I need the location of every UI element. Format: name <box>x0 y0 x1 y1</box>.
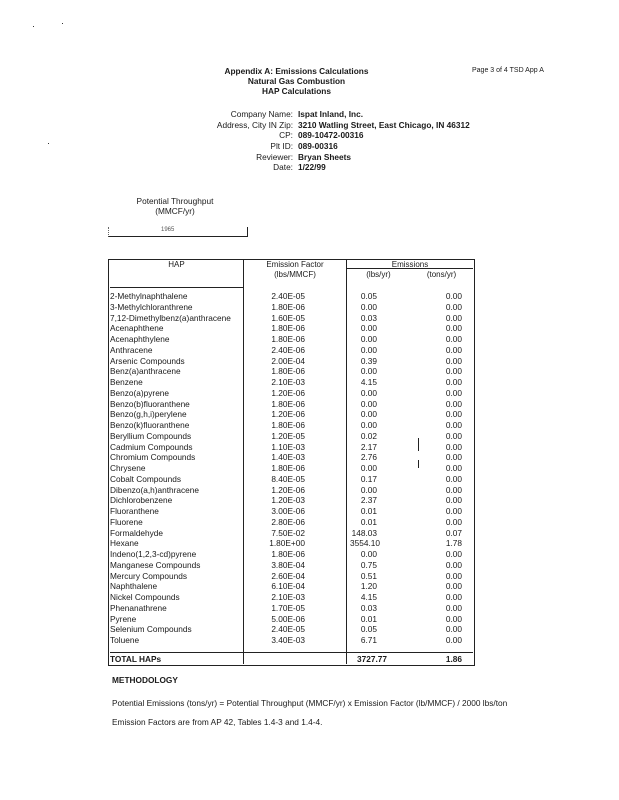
hap-name: Benzo(b)fluoranthene <box>110 398 190 409</box>
emissions-tons: 0.07 <box>445 527 462 538</box>
table-divider <box>346 259 347 664</box>
hap-name: Benz(a)anthracene <box>110 366 181 377</box>
emissions-lbs: 0.00 <box>360 484 377 495</box>
emissions-tons: 0.00 <box>445 344 462 355</box>
emissions-lbs: 0.39 <box>360 355 377 366</box>
emission-factor: 1.80E+00 <box>269 538 305 549</box>
emissions-tons: 0.00 <box>445 613 462 624</box>
total-label: TOTAL HAPs <box>110 654 162 664</box>
scan-speck <box>33 26 34 27</box>
emission-factor: 1.20E-03 <box>271 495 305 506</box>
company-name-label: Company Name: <box>230 109 293 119</box>
address-label: Address, City IN Zip: <box>216 120 293 130</box>
emissions-lbs: 0.01 <box>360 506 377 516</box>
emission-factor: 3.00E-06 <box>271 506 305 516</box>
hap-name: Nickel Compounds <box>110 592 180 602</box>
emissions-tons: 0.00 <box>445 291 462 301</box>
emission-factor: 1.80E-06 <box>271 323 305 334</box>
emission-factor: 1.80E-06 <box>271 301 305 312</box>
table-mark <box>418 438 419 451</box>
emission-factor: 1.80E-06 <box>271 334 305 344</box>
col-header-lbs: (lbs/yr) <box>366 270 391 279</box>
emission-factor: 1.60E-05 <box>271 312 305 323</box>
emissions-tons: 0.00 <box>445 602 462 613</box>
emission-factor: 2.40E-05 <box>271 291 305 301</box>
emissions-lbs: 0.00 <box>360 366 377 377</box>
col-header-ef-unit: (lbs/MMCF) <box>274 270 316 279</box>
emissions-lbs: 4.15 <box>360 377 377 387</box>
emission-factor: 2.10E-03 <box>271 377 305 387</box>
doc-title: Appendix A: Emissions Calculations <box>224 66 369 76</box>
emissions-tons: 0.00 <box>445 387 462 398</box>
emissions-tons: 0.00 <box>445 624 462 635</box>
emission-factor: 1.80E-06 <box>271 463 305 473</box>
emissions-lbs: 0.05 <box>360 624 377 635</box>
emissions-tons: 0.00 <box>445 473 462 484</box>
emission-factor: 1.20E-05 <box>271 430 305 441</box>
throughput-value: 1965 <box>161 227 175 233</box>
hap-name: Hexane <box>110 538 139 549</box>
emissions-lbs: 0.00 <box>360 334 377 344</box>
hap-name: Benzene <box>110 377 143 387</box>
hap-name: Chrysene <box>110 463 146 473</box>
emission-factor: 3.40E-03 <box>271 635 305 645</box>
emission-factor: 1.80E-06 <box>271 549 305 559</box>
col-header-hap: HAP <box>168 260 185 269</box>
cp-value: 089-10472-00316 <box>298 130 364 140</box>
emissions-tons: 0.00 <box>445 463 462 473</box>
emissions-tons: 0.00 <box>445 495 462 506</box>
emissions-lbs: 148.03 <box>351 527 377 538</box>
hap-name: Dibenzo(a,h)anthracene <box>110 484 200 495</box>
hap-name: Arsenic Compounds <box>110 355 185 366</box>
emissions-tons: 0.00 <box>445 549 462 559</box>
emission-factor: 2.40E-05 <box>271 624 305 635</box>
hap-name: Chromium Compounds <box>110 452 196 463</box>
emission-factor: 1.10E-03 <box>271 441 305 452</box>
emissions-tons: 0.00 <box>445 506 462 516</box>
hap-name: Benzo(g,h,i)perylene <box>110 409 187 420</box>
table-mark <box>418 460 419 468</box>
hap-name: Dichlorobenzene <box>110 495 173 506</box>
emissions-lbs: 2.37 <box>360 495 377 506</box>
emissions-lbs: 0.00 <box>360 323 377 334</box>
emissions-lbs: 0.05 <box>360 291 377 301</box>
emissions-tons: 0.00 <box>445 323 462 334</box>
emissions-lbs: 0.02 <box>360 430 377 441</box>
emissions-tons: 0.00 <box>445 398 462 409</box>
hap-name: Benzo(k)fluoranthene <box>110 420 190 430</box>
throughput-label: Potential Throughput <box>136 196 214 206</box>
emissions-tons: 1.78 <box>445 538 462 549</box>
methodology-formula: Potential Emissions (tons/yr) = Potential Throughput (MMCF/yr) x Emission Factor (lb/MMCF) / 2000 lbs/ton <box>112 698 508 708</box>
emission-factor: 1.20E-06 <box>271 409 305 420</box>
page-reference: Page 3 of 4 TSD App A <box>472 67 544 74</box>
hap-name: Mercury Compounds <box>110 570 188 581</box>
total-tons: 1.86 <box>445 654 462 664</box>
emissions-tons: 0.00 <box>445 581 462 592</box>
hap-name: 7,12-Dimethylbenz(a)anthracene <box>110 312 231 323</box>
emissions-lbs: 0.51 <box>360 570 377 581</box>
hap-name: Naphthalene <box>110 581 158 592</box>
hap-name: Beryllium Compounds <box>110 430 192 441</box>
reviewer-label: Reviewer: <box>256 152 293 162</box>
emissions-lbs: 0.75 <box>360 559 377 570</box>
hap-name: 2-Methylnaphthalene <box>110 291 188 301</box>
emissions-lbs: 3554.10 <box>350 538 380 549</box>
emissions-lbs: 0.00 <box>360 409 377 420</box>
doc-subtitle: Natural Gas Combustion <box>247 76 346 86</box>
address-value: 3210 Watling Street, East Chicago, IN 46312 <box>298 120 470 130</box>
emissions-tons: 0.00 <box>445 452 462 463</box>
emissions-tons: 0.00 <box>445 430 462 441</box>
emissions-lbs: 0.00 <box>360 420 377 430</box>
emissions-tons: 0.00 <box>445 635 462 645</box>
hap-name: Indeno(1,2,3-cd)pyrene <box>110 549 197 559</box>
emissions-tons: 0.00 <box>445 334 462 344</box>
emissions-tons: 0.00 <box>445 366 462 377</box>
emission-factor: 6.10E-04 <box>271 581 305 592</box>
hap-name: Cobalt Compounds <box>110 473 182 484</box>
emission-factor: 5.00E-06 <box>271 613 305 624</box>
hap-name: Manganese Compounds <box>110 559 201 570</box>
emission-factor: 1.20E-06 <box>271 484 305 495</box>
emission-factor: 1.80E-06 <box>271 420 305 430</box>
col-header-emissions: Emissions <box>391 260 429 269</box>
doc-subtitle-2: HAP Calculations <box>261 86 331 96</box>
emissions-tons: 0.00 <box>445 559 462 570</box>
hap-name: Fluorene <box>110 516 143 527</box>
date-label: Date: <box>273 162 293 172</box>
emissions-lbs: 0.00 <box>360 463 377 473</box>
table-divider <box>110 652 473 653</box>
emissions-lbs: 0.00 <box>360 387 377 398</box>
emissions-lbs: 0.03 <box>360 312 377 323</box>
hap-name: Cadmium Compounds <box>110 441 193 452</box>
col-header-ef: Emission Factor <box>266 260 324 269</box>
emission-factor: 1.20E-06 <box>271 387 305 398</box>
col-header-tons: (tons/yr) <box>426 270 457 279</box>
emissions-tons: 0.00 <box>445 312 462 323</box>
emissions-lbs: 0.01 <box>360 613 377 624</box>
hap-name: Formaldehyde <box>110 527 164 538</box>
emission-factor: 3.80E-04 <box>271 559 305 570</box>
emissions-lbs: 0.00 <box>360 301 377 312</box>
total-lbs: 3727.77 <box>357 654 387 664</box>
emissions-lbs: 0.00 <box>360 344 377 355</box>
emissions-lbs: 0.00 <box>360 549 377 559</box>
reviewer-value: Bryan Sheets <box>298 152 352 162</box>
hap-name: Phenanathrene <box>110 602 167 613</box>
emissions-lbs: 6.71 <box>360 635 377 645</box>
emissions-tons: 0.00 <box>445 592 462 602</box>
hap-name: Anthracene <box>110 344 153 355</box>
emissions-tons: 0.00 <box>445 377 462 387</box>
emissions-lbs: 2.76 <box>360 452 377 463</box>
hap-name: Toluene <box>110 635 140 645</box>
date-value: 1/22/99 <box>298 162 326 172</box>
hap-name: Pyrene <box>110 613 137 624</box>
hap-name: Fluoranthene <box>110 506 159 516</box>
table-divider <box>110 287 243 288</box>
emissions-lbs: 2.17 <box>360 441 377 452</box>
emissions-tons: 0.00 <box>445 484 462 495</box>
emissions-lbs: 0.17 <box>360 473 377 484</box>
emission-factor: 2.80E-06 <box>271 516 305 527</box>
hap-name: Benzo(a)pyrene <box>110 387 170 398</box>
company-name-value: Ispat Inland, Inc. <box>298 109 364 119</box>
emission-factor: 1.40E-03 <box>271 452 305 463</box>
emissions-lbs: 0.01 <box>360 516 377 527</box>
emission-factor: 1.70E-05 <box>271 602 305 613</box>
hap-name: Acenaphthylene <box>110 334 170 344</box>
scan-speck <box>62 23 63 24</box>
emission-factor: 1.80E-06 <box>271 398 305 409</box>
emissions-tons: 0.00 <box>445 441 462 452</box>
emissions-tons: 0.00 <box>445 516 462 527</box>
emission-factor: 2.40E-06 <box>271 344 305 355</box>
hap-name: 3-Methylchloranthrene <box>110 301 193 312</box>
emission-factor: 2.10E-03 <box>271 592 305 602</box>
emission-factor: 7.50E-02 <box>271 527 305 538</box>
emissions-tons: 0.00 <box>445 409 462 420</box>
plt-id-value: 089-00316 <box>298 141 338 151</box>
emission-factor: 2.60E-04 <box>271 570 305 581</box>
throughput-value-box <box>108 227 248 237</box>
emission-factor: 1.80E-06 <box>271 366 305 377</box>
cp-label: CP: <box>279 130 293 140</box>
plt-id-label: Plt ID: <box>270 141 293 151</box>
emissions-tons: 0.00 <box>445 570 462 581</box>
emissions-tons: 0.00 <box>445 420 462 430</box>
emissions-lbs: 4.15 <box>360 592 377 602</box>
methodology-source: Emission Factors are from AP 42, Tables 1.4-3 and 1.4-4. <box>112 717 323 727</box>
emissions-lbs: 0.03 <box>360 602 377 613</box>
emissions-lbs: 1.20 <box>360 581 377 592</box>
emission-factor: 2.00E-04 <box>271 355 305 366</box>
emissions-tons: 0.00 <box>445 301 462 312</box>
emission-factor: 8.40E-05 <box>271 473 305 484</box>
hap-name: Selenium Compounds <box>110 624 192 635</box>
emissions-tons: 0.00 <box>445 355 462 366</box>
hap-name: Acenaphthene <box>110 323 164 334</box>
emissions-lbs: 0.00 <box>360 398 377 409</box>
methodology-title: METHODOLOGY <box>112 675 178 685</box>
throughput-unit: (MMCF/yr) <box>155 206 195 216</box>
